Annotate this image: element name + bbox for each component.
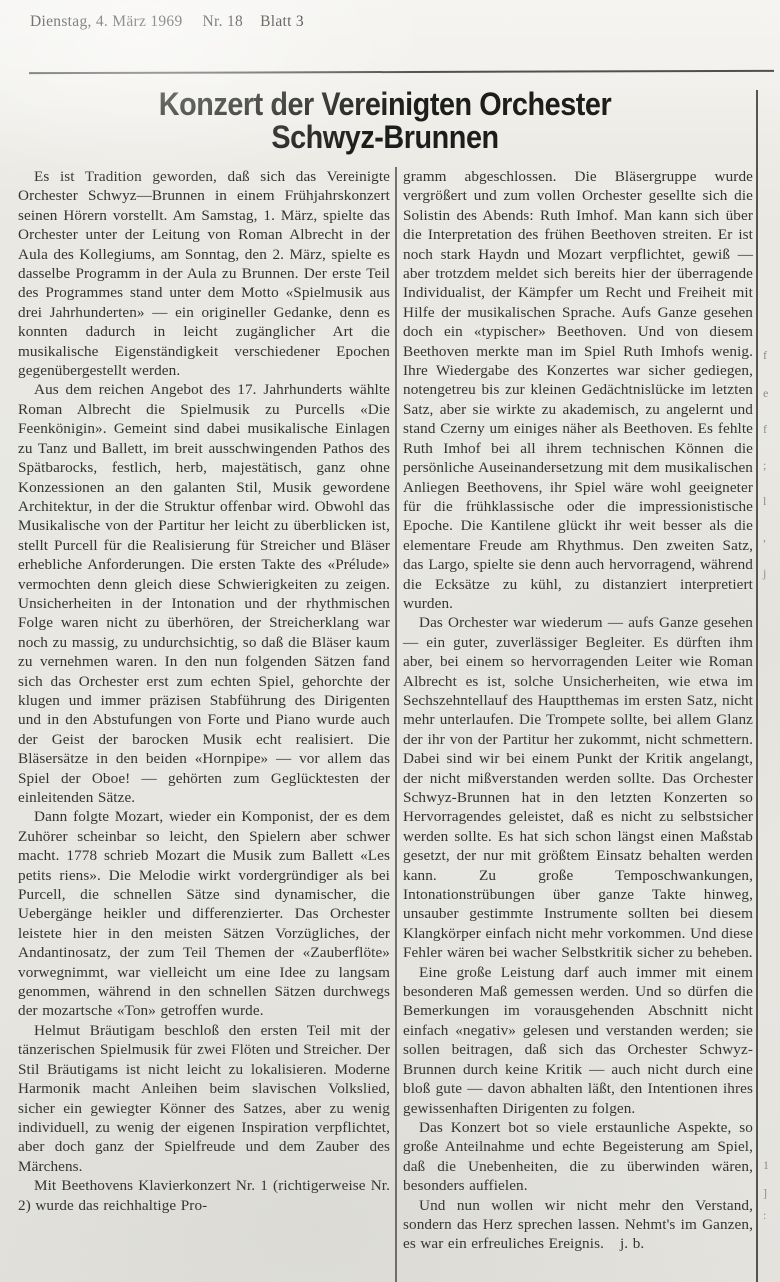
- edge-text-fragment: :: [763, 1208, 767, 1222]
- article-paragraph: gramm abgeschlossen. Die Bläsergruppe wurde vergrößert und zum vollen Orchester gesellte sich die Solistin des Abends: Ruth Imhof. Man kann sich über die Interpretation des frühen Beethoven streiten. Er ist noch stark Haydn und Mozart verpflichtet, gewiß — aber trotzdem meldet sich bereits hier der überragende Individualist, der Kämpfer um Recht und Freiheit mit Hilfe der musikalischen Sprache. Aufs Ganze gesehen doch ein «typischer» Beethoven. Und von diesem Beethoven merkte man im Spiel Ruth Imhofs wenig. Ihre Wiedergabe des Konzertes war sicher gediegen, notengetreu bis zur kleinen Gedächtnislücke im letzten Satz, aber sie wirkte zu akademisch, zu angelernt und stand Czerny um einiges näher als Beethoven. Es fehlte Ruth Imhof bei all ihrem technischen Können die persönliche Auseinandersetzung mit dem musikalischen Anliegen Beethovens, ihr Spiel wäre wohl geeigneter für die frühklassische oder die impressionistische Epoche. Die Kantilene glückt ihr weit besser als die elementare Freude am Rhythmus. Den zweiten Satz, das Largo, spielte sie denn auch hervorragend, während die Ecksätze zu kühl, zu distanziert interpretiert wurden.: [403, 168, 753, 612]
- article-paragraph: Das Orchester war wiederum — aufs Ganze gesehen — ein guter, zuverlässiger Begleiter. Es dürften ihm aber, bei einem so hervorragenden Leiter wie Roman Albrecht es ist, solche Unsicherheiten, wie etwa im Sechszehntellauf des Hauptthemas im ersten Satz, nicht mehr unterlaufen. Die Trompete sollte, bei allem Glanz der ihr von der Partitur her zukommt, nicht schmettern. Dabei sind wir bei einem Punkt der Kritik angelangt, der nicht mißverstanden werden sollte. Das Orchester Schwyz-Brunnen hat in den letzten Konzerten so Hervorragendes geleistet, daß es nicht zu selbstsicher werden sollte. Es hat sich schon längst einen Maßstab gesetzt, der nur mit größtem Einsatz behalten werden kann. Zu große Temposchwankungen, Intonationstrübungen über ganze Takte hinweg, unsauber gestimmte Instrumente sollten bei diesem Klangkörper einfach nicht mehr vorkommen. Und diese Fehler wären bei wacher Selbstkritik sicher zu beheben.: [403, 614, 753, 962]
- article-paragraph: Mit Beethovens Klavierkonzert Nr. 1 (richtigerweise Nr. 2) wurde das reichhaltige Pro-: [18, 1177, 390, 1214]
- edge-text-fragment: ]: [763, 1186, 767, 1200]
- article-paragraph: Helmut Bräutigam beschloß den ersten Teil mit der tänzerischen Spielmusik für zwei Flöten und Streicher. Der Stil Bräutigams ist nicht leicht zu lokalisieren. Moderne Harmonik macht Anleihen beim slavischen Volkslied, sicher ein gewiegter Könner des Satzes, aber zu wenig individuell, zu wenig der eigenen Inspiration verpflichtet, aber doch ganz der Spielfreude und dem Zauber des Märchens.: [18, 1021, 390, 1175]
- edge-text-fragment: j: [763, 566, 767, 580]
- adjacent-column-fragments: [763, 0, 779, 1282]
- article-paragraph: Dann folgte Mozart, wieder ein Komponist, der es dem Zuhörer scheinbar so leicht, den Spielern aber schwer macht. 1778 schrieb Mozart die Musik zum Ballett «Les petits riens». Die Melodie wirkt vordergründiger als bei Purcell, die schnellen Sätze sind dynamischer, die Uebergänge heikler und differenzierter. Das Orchester leistete hier in den meisten Sätzen Vorzügliches, der Andantinosatz, der zum Teil Themen der «Zauberflöte» vorwegnimmt, war vielleicht um eine Idee zu langsam genommen, während in den schnellen Sätzen durchwegs der mozartsche «Ton» getroffen wurde.: [18, 808, 390, 1020]
- article-title-line-1: Konzert der Vereinigten Orchester: [158, 86, 612, 122]
- edge-text-fragment: f: [763, 422, 767, 436]
- page-edge-rule: [756, 90, 758, 1282]
- edge-text-fragment: e: [763, 386, 769, 400]
- column-divider: [395, 167, 397, 1282]
- edge-text-fragment: l: [763, 494, 767, 508]
- article-title-line-2: Schwyz-Brunnen: [271, 119, 499, 155]
- article-column-left: [18, 167, 390, 1215]
- article-paragraph: Eine große Leistung darf auch immer mit einem besonderen Maß gemessen werden. Und so dürfen die Bemerkungen im vorausgehenden Abschnitt nicht einfach «negativ» gelesen und verstanden werden; sie sollen beitragen, daß sich das Orchester Schwyz-Brunnen durch keine Kritik — auch nicht durch eine bloß gute — davon abhalten läßt, den Intentionen ihres gewissenhaften Dirigenten zu folgen.: [403, 963, 753, 1117]
- author-initials: j. b.: [619, 1235, 645, 1253]
- article-paragraph: Es ist Tradition geworden, daß sich das Vereinigte Orchester Schwyz—Brunnen in einem Frühjahrskonzert seinen Hörern vorstellt. Am Samstag, 1. März, spielte das Orchester unter der Leitung von Roman Albrecht in der Aula des Kollegiums, am Sonntag, den 2. März, spielte es dasselbe Programm in der Aula zu Brunnen. Der erste Teil des Programmes stand unter dem Motto «Spielmusik aus drei Jahrhunderten» — ein origineller Gedanke, denn es konnten dadurch in leicht zugänglicher Art die musikalische Eigenständigkeit verschiedener Epochen gegenübergestellt werden.: [18, 168, 390, 380]
- masthead: [30, 13, 304, 31]
- article-column-right: [403, 167, 753, 1254]
- edge-text-fragment: f: [763, 348, 767, 362]
- closing-text: Und nun wollen wir nicht mehr den Verstand, sondern das Herz sprechen lassen. Nehmt's im Ganzen, es war ein erfreuliches Ereignis.: [403, 1196, 753, 1253]
- masthead-rule: [29, 70, 774, 74]
- edge-text-fragment: ,: [763, 530, 766, 544]
- edge-text-fragment: ;: [763, 458, 767, 472]
- sheet-number: Blatt 3: [260, 13, 304, 30]
- article-title: [0, 88, 770, 154]
- article-paragraph: Das Konzert bot so viele erstaunliche Aspekte, so große Anteilnahme und echte Begeisterung am Spiel, daß die Unebenheiten, die zu überwinden wären, besonders auffielen.: [403, 1118, 753, 1195]
- issue-date: Dienstag, 4. März 1969: [30, 13, 183, 30]
- issue-number: Nr. 18: [202, 13, 244, 30]
- article-paragraph: Aus dem reichen Angebot des 17. Jahrhunderts wählte Roman Albrecht die Spielmusik zu Purcells «Die Feenkönigin». Gemeint sind dabei musikalische Einlagen zu Tanz und Ballett, im breit ausschwingenden Pathos des Spätbarocks, festlich, herb, majestätisch, ganz ohne Konzessionen an den galanten Stil, Musik gewordene Architektur, in der die Struktur offenbar wird. Obwohl das Musikalische von der Partitur her leicht zu überblicken ist, stellt Purcell für die Realisierung für Streicher und Bläser erhebliche Anforderungen. Die ersten Takte des «Prélude» vermochten denn gleich diese Schwierigkeiten zu zeigen. Unsicherheiten in der Intonation und der rhythmischen Folge waren nicht zu überhören, der Streicherklang war noch zu massig, zu undurchsichtig, so daß die Bläser kaum zu vernehmen waren. In den nun folgenden Sätzen fand sich das Orchester erst zum echten Spiel, gehorchte der klugen und immer präzisen Stabführung des Dirigenten und in den Abstufungen von Forte und Piano wurde auch der Geist der barocken Musik echt realisiert. Die Bläsersätze in den beiden «Hornpipe» — vor allem das Spiel der Oboe! — gehörten zum Geglücktesten der einleitenden Sätze.: [18, 381, 390, 806]
- edge-text-fragment: 1: [763, 1158, 769, 1172]
- article-closing-paragraph: [403, 1196, 753, 1254]
